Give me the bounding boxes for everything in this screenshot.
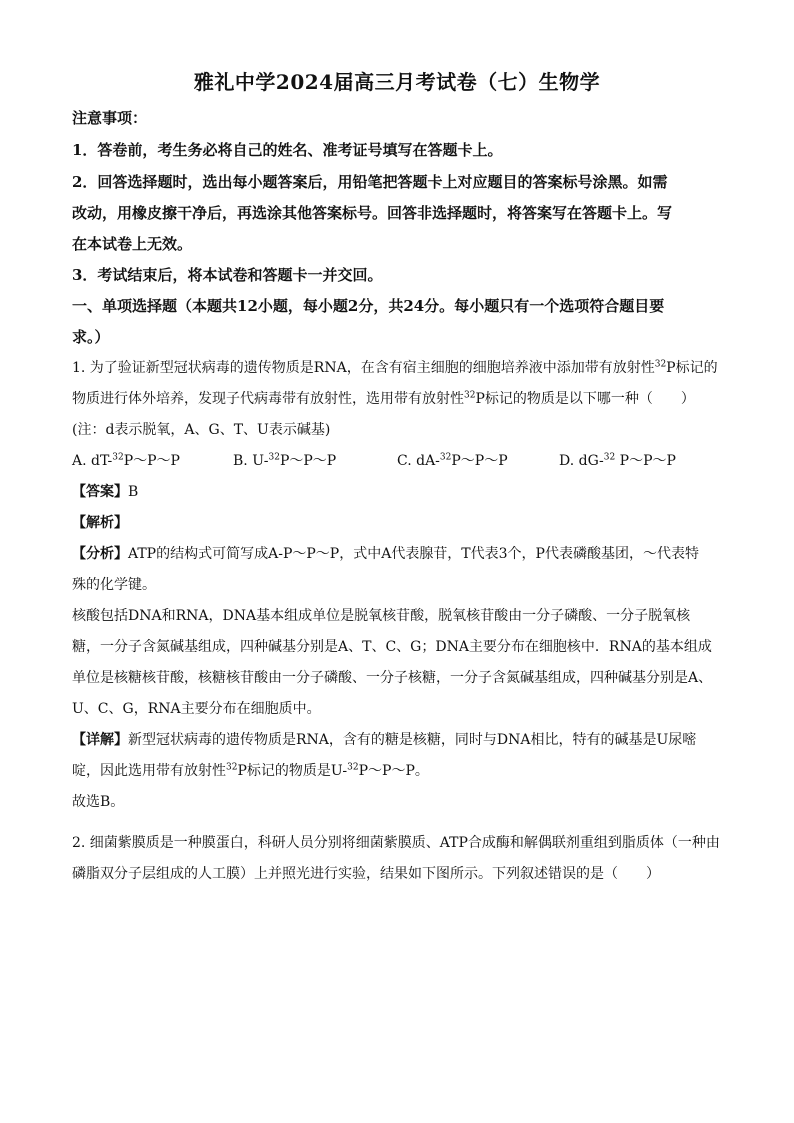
section-heading-line-1: 一、单项选择题（本题共12小题，每小题2分，共24分。每小题只有一个选项符合题目要 (72, 297, 665, 315)
q1-stem-line-1: 1. 为了验证新型冠状病毒的遗传物质是RNA，在含有宿主细胞的细胞培养液中添加带有放射性$^{32}$P标记的 (72, 359, 718, 376)
q1-paragraph-line-2: 糖，一分子含氮碱基组成，四种碱基分别是A、T、C、G；DNA主要分布在细胞核中．RNA的基本组成 (72, 639, 712, 655)
q2-stem-line-1: 2. 细菌紫膜质是一种膜蛋白，科研人员分别将细菌紫膜质、ATP合成酶和解偶联剂重组到脂质体（一种由 (72, 835, 720, 851)
q1-option-d: D. dG-$^{32}$ P～P～P (559, 452, 676, 469)
q1-stem-line-2: 物质进行体外培养，发现子代病毒带有放射性，选用带有放射性$^{32}$P标记的物质是以下哪一种（ ） (72, 390, 695, 407)
q1-conclusion: 故选B。 (72, 794, 125, 810)
q1-option-c: C. dA-$^{32}$P～P～P (397, 452, 508, 469)
answer-tag: 【答案】 (72, 484, 128, 500)
q1-paragraph-line-4: U、C、G，RNA主要分布在细胞质中。 (72, 701, 321, 717)
notice-item-2-line-2: 改动，用橡皮擦干净后，再选涂其他答案标号。回答非选择题时，将答案写在答题卡上。写 (72, 204, 673, 222)
notice-heading: 注意事项： (72, 109, 148, 127)
answer-value: B (128, 484, 139, 500)
page-title: 雅礼中学2024届高三月考试卷（七）生物学 (193, 70, 601, 94)
q1-paragraph-line-1: 核酸包括DNA和RNA，DNA基本组成单位是脱氧核苷酸，脱氧核苷酸由一分子磷酸、一分子脱氧核 (72, 608, 691, 624)
q1-xiangjie-line-2: 啶，因此选用带有放射性$^{32}$P标记的物质是U-$^{32}$P～P～P。 (72, 762, 429, 779)
q1-fenxi-line-1: 【分析】ATP的结构式可简写成A-P～P～P，式中A代表腺苷，T代表3个，P代表磷酸基团，～代表特 (72, 546, 699, 562)
q1-xiangjie-line-1: 【详解】新型冠状病毒的遗传物质是RNA，含有的糖是核糖，同时与DNA相比，特有的碱基是U尿嘧 (72, 732, 697, 748)
q1-analysis-tag: 【解析】 (72, 515, 128, 531)
q1-answer (72, 480, 732, 504)
notice-item-3: 3．考试结束后，将本试卷和答题卡一并交回。 (72, 266, 383, 284)
q1-note: (注：d表示脱氧，A、G、T、U表示碱基) (72, 422, 331, 438)
q1-option-a: A. dT-$^{32}$P～P～P (72, 452, 180, 469)
notice-item-2-line-1: 2．回答选择题时，选出每小题答案后，用铅笔把答题卡上对应题目的答案标号涂黑。如需 (72, 173, 668, 191)
section-heading-line-2: 求。） (72, 328, 110, 346)
q1-paragraph-line-3: 单位是核糖核苷酸，核糖核苷酸由一分子磷酸、一分子核糖，一分子含氮碱基组成，四种碱基分别是A、 (72, 670, 713, 686)
q1-options (72, 449, 732, 473)
notice-item-2-line-3: 在本试卷上无效。 (72, 235, 193, 253)
q1-option-b: B. U-$^{32}$P～P～P (233, 452, 337, 469)
q1-fenxi-line-2: 殊的化学键。 (72, 577, 156, 593)
notice-item-1: 1．答卷前，考生务必将自己的姓名、准考证号填写在答题卡上。 (72, 141, 503, 159)
q2-stem-line-2: 磷脂双分子层组成的人工膜）上并照光进行实验，结果如下图所示。下列叙述错误的是（ ） (72, 866, 660, 882)
